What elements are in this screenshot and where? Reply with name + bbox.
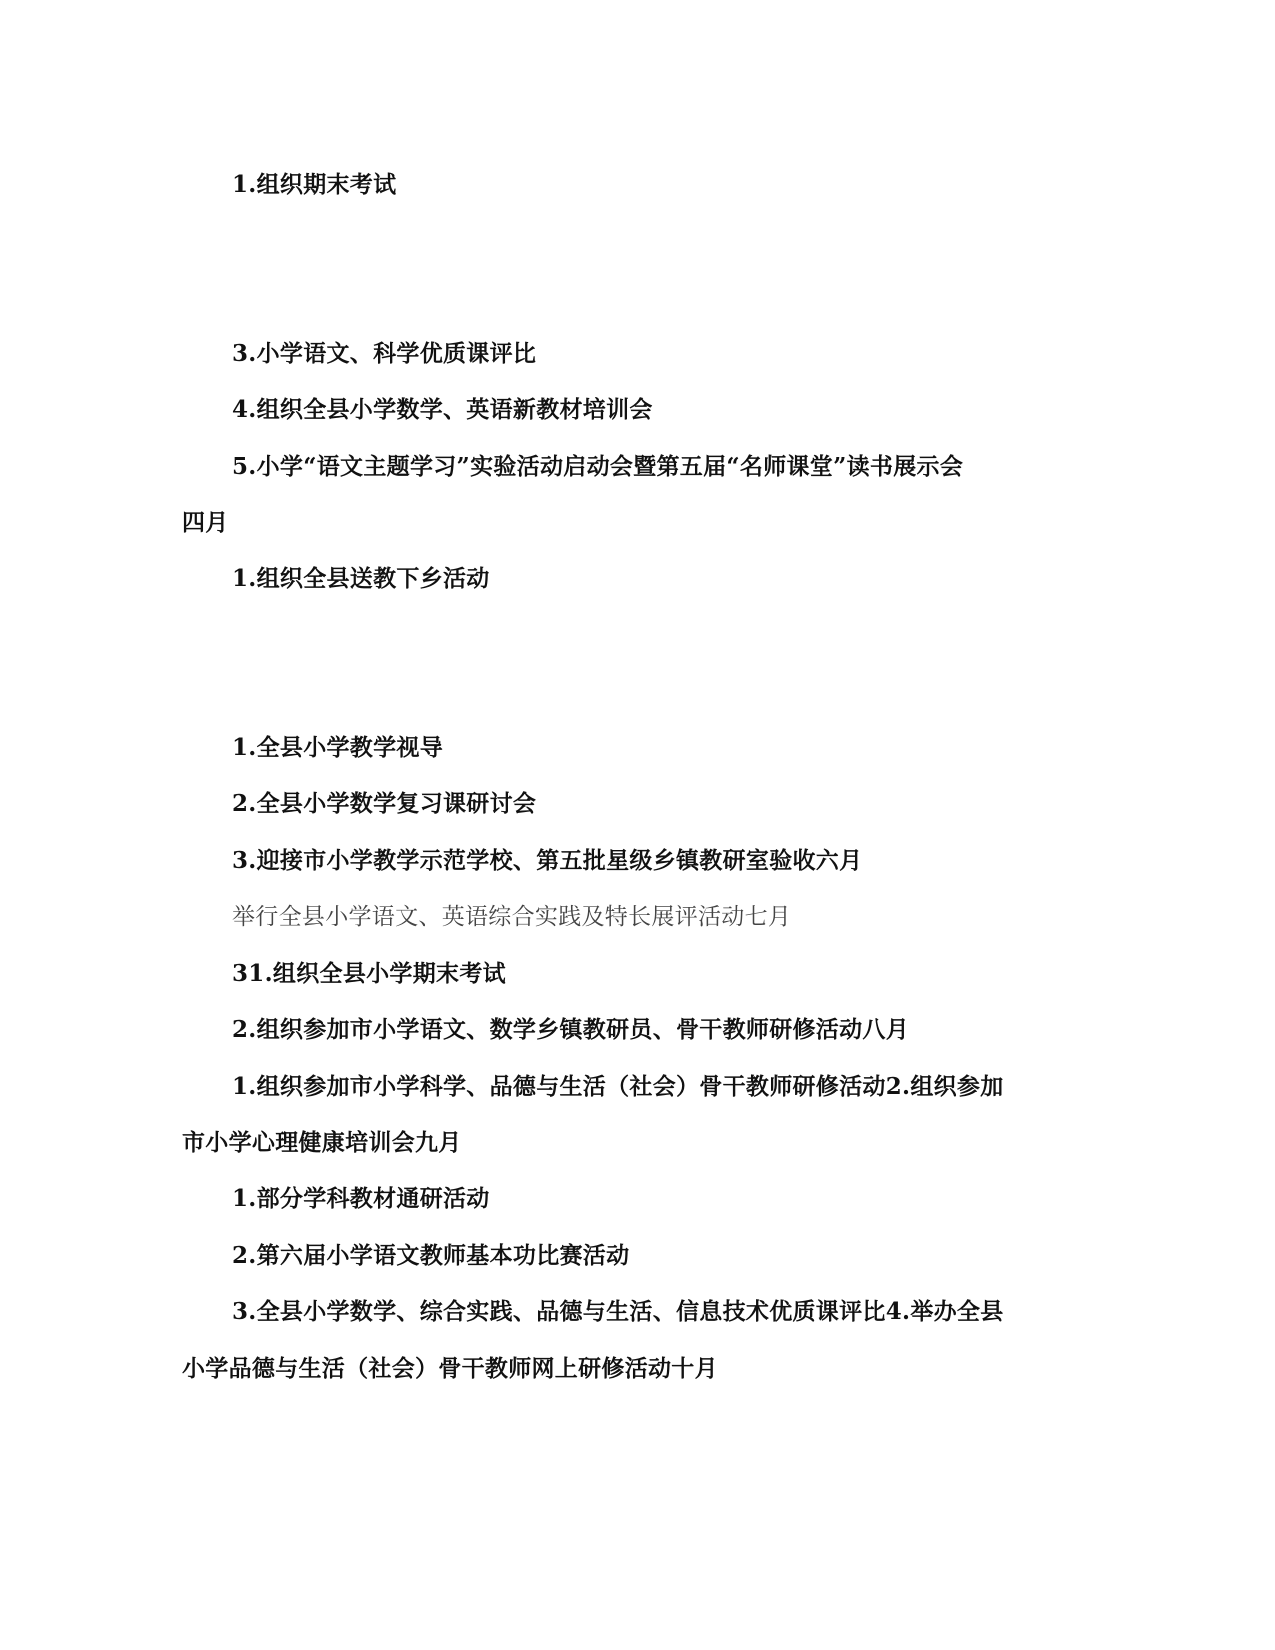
text-line: 举行全县小学语文、英语综合实践及特长展评活动七月 bbox=[232, 904, 792, 930]
text-line: 4.组织全县小学数学、英语新教材培训会 bbox=[232, 396, 653, 423]
text-line: 1.部分学科教材通研活动 bbox=[232, 1185, 490, 1212]
text-line: 1.组织参加市小学科学、品德与生活（社会）骨干教师研修活动2.组织参加 bbox=[232, 1073, 1004, 1100]
text-line: 1.全县小学教学视导 bbox=[232, 734, 444, 761]
text-line: 3.小学语文、科学优质课评比 bbox=[232, 340, 537, 367]
text-line: 小学品德与生活（社会）骨干教师网上研修活动十月 bbox=[182, 1355, 718, 1382]
text-line: 5.小学“语文主题学习”实验活动启动会暨第五届“名师课堂”读书展示会 bbox=[232, 453, 964, 480]
text-line: 2.组织参加市小学语文、数学乡镇教研员、骨干教师研修活动八月 bbox=[232, 1016, 910, 1043]
text-line: 市小学心理健康培训会九月 bbox=[182, 1129, 462, 1156]
text-line: 3.迎接市小学教学示范学校、第五批星级乡镇教研室验收六月 bbox=[232, 847, 863, 874]
text-line: 1.组织期末考试 bbox=[232, 171, 397, 198]
text-line: 2.全县小学数学复习课研讨会 bbox=[232, 790, 537, 817]
text-line: 2.第六届小学语文教师基本功比赛活动 bbox=[232, 1242, 630, 1269]
text-line: 31.组织全县小学期末考试 bbox=[232, 960, 506, 987]
text-line: 1.组织全县送教下乡活动 bbox=[232, 565, 490, 592]
text-line: 3.全县小学数学、综合实践、品德与生活、信息技术优质课评比4.举办全县 bbox=[232, 1298, 1004, 1325]
text-line: 四月 bbox=[182, 509, 229, 536]
